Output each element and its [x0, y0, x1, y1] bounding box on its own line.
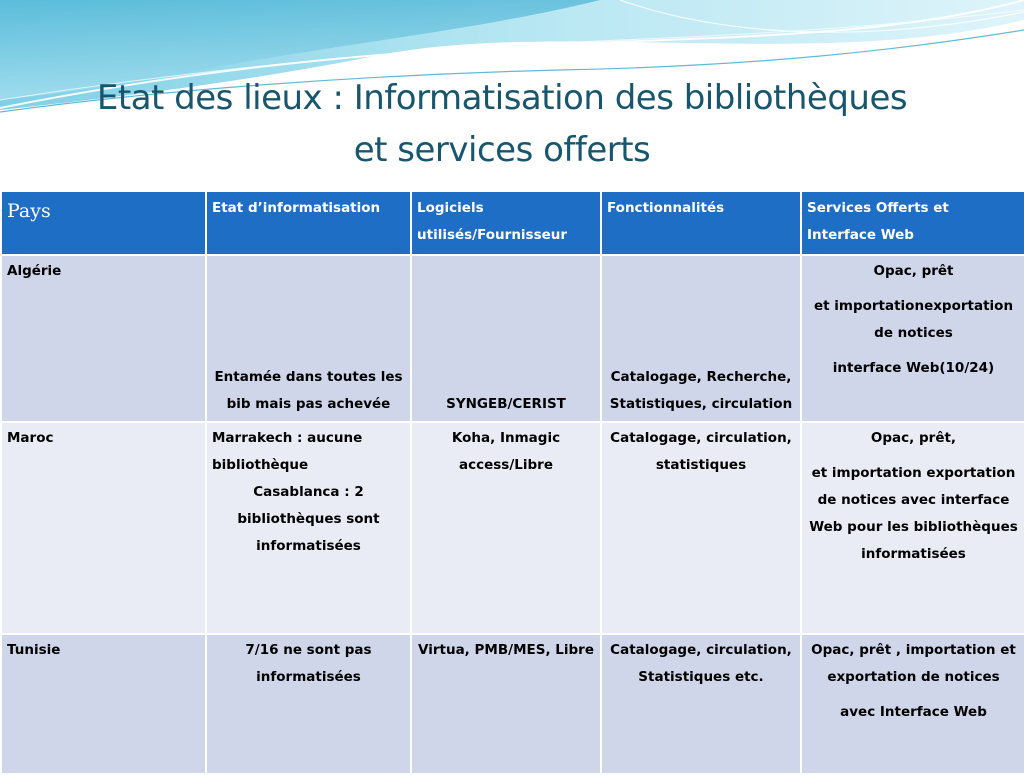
- services-line: et importationexportation de notices: [813, 298, 1014, 341]
- header-etat: Etat d’informatisation: [206, 191, 411, 255]
- cell-logiciels: Virtua, PMB/MES, Libre: [411, 634, 601, 774]
- cell-fonctionnalites: Catalogage, circulation, statistiques: [601, 422, 801, 634]
- header-pays: Pays: [1, 191, 206, 255]
- slide-title-line1: Etat des lieux : Informatisation des bibliothèques: [96, 78, 908, 118]
- cell-logiciels: [411, 255, 601, 422]
- table-row-maroc: [1, 422, 1024, 634]
- header-services: Services Offerts et Interface Web: [801, 191, 1024, 255]
- table-row-algerie: [1, 255, 1024, 422]
- cell-etat-line1: Marrakech : aucune bibliothèque: [212, 430, 363, 473]
- services-line: Opac, prêt , importation et exportation de notices: [811, 642, 1016, 685]
- cell-etat-text: Entamée dans toutes les bib mais pas achevée: [214, 369, 403, 412]
- table-row-tunisie: [1, 634, 1024, 774]
- slide-title-line2: et services offerts: [353, 130, 651, 170]
- header-logiciels: Logiciels utilisés/Fournisseur: [411, 191, 601, 255]
- cell-pays: Tunisie: [1, 634, 206, 774]
- cell-etat: 7/16 ne sont pas informatisées: [206, 634, 411, 774]
- cell-etat-line2: Casablanca : 2 bibliothèques sont informatisées: [237, 484, 380, 554]
- services-line: et importation exportation de notices avec interface Web pour les bibliothèques informatisées: [809, 465, 1018, 562]
- slide-title: [0, 72, 1004, 176]
- cell-pays: Algérie: [1, 255, 206, 422]
- cell-etat: [206, 422, 411, 634]
- cell-logiciels-text: SYNGEB/CERIST: [446, 396, 566, 412]
- libraries-table: [0, 190, 1024, 775]
- services-line: interface Web(10/24): [832, 360, 995, 376]
- services-line: Opac, prêt,: [870, 430, 957, 446]
- cell-fonctionnalites-text: Catalogage, Recherche, Statistiques, circulation: [609, 369, 793, 412]
- cell-services: [801, 255, 1024, 422]
- services-line: avec Interface Web: [840, 704, 987, 720]
- cell-etat: [206, 255, 411, 422]
- cell-pays: Maroc: [1, 422, 206, 634]
- services-line: Opac, prêt: [873, 263, 954, 279]
- cell-logiciels: Koha, Inmagic access/Libre: [411, 422, 601, 634]
- header-fonctionnalites: Fonctionnalités: [601, 191, 801, 255]
- cell-services: [801, 634, 1024, 774]
- cell-fonctionnalites: Catalogage, circulation, Statistiques etc.: [601, 634, 801, 774]
- table-header-row: [1, 191, 1024, 255]
- cell-fonctionnalites: [601, 255, 801, 422]
- cell-services: [801, 422, 1024, 634]
